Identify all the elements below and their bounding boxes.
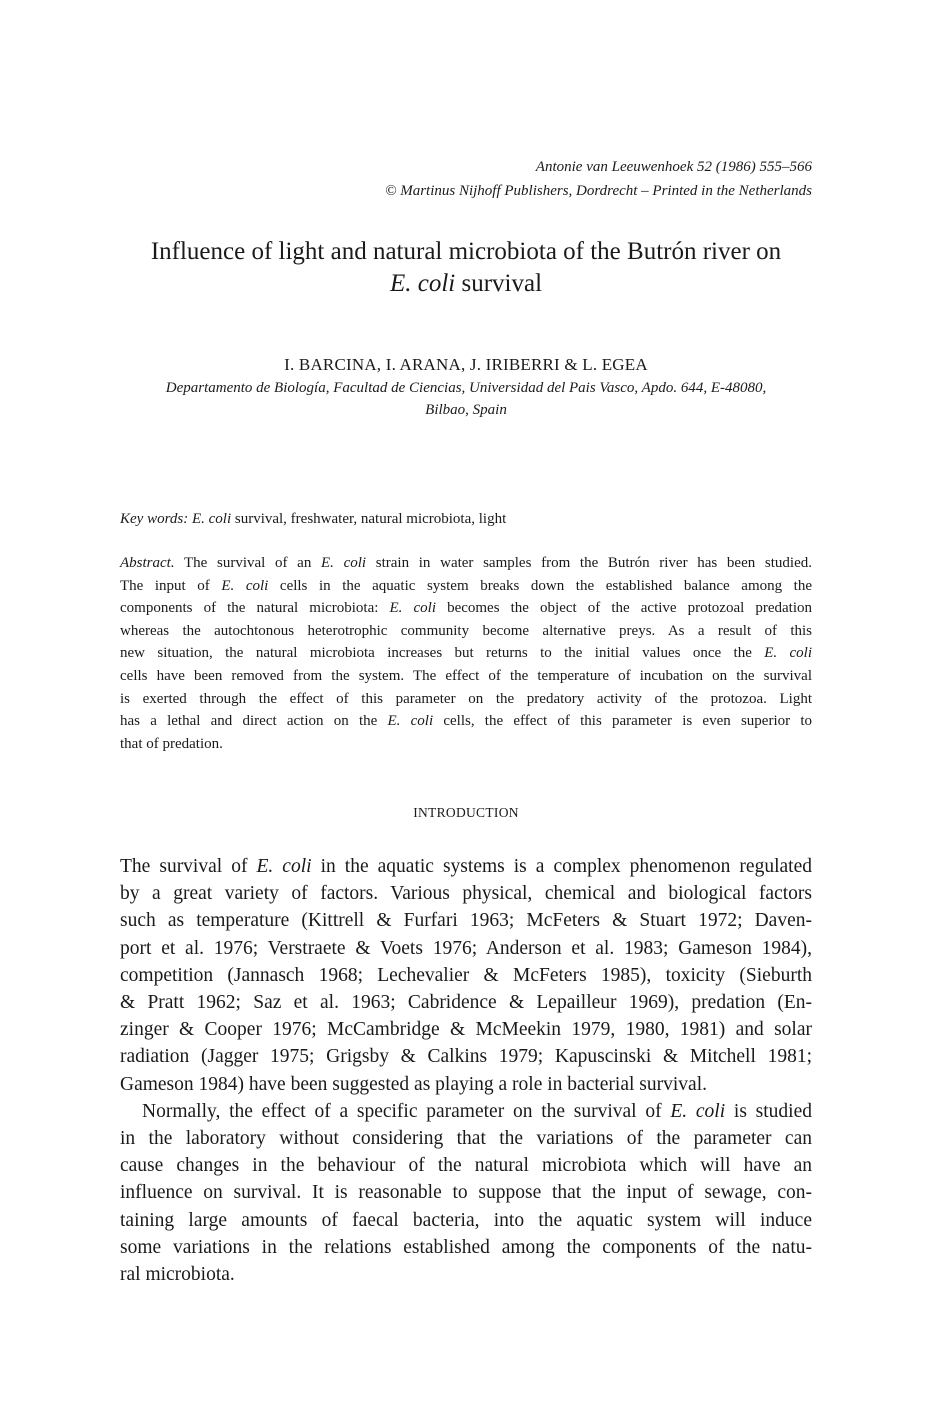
paragraph-1-line: & Pratt 1962; Saz et al. 1963; Cabridence & Lepailleur 1969), predation (En- bbox=[120, 992, 812, 1014]
paragraph-2-line: some variations in the relations established among the components of the natu- bbox=[120, 1236, 812, 1258]
paragraph-1-line: competition (Jannasch 1968; Lechevalier & McFeters 1985), toxicity (Sieburth bbox=[120, 964, 812, 986]
species-name: E. coli bbox=[256, 856, 312, 877]
affiliation-line-1: Departamento de Biología, Facultad de Ciencias, Universidad del Pais Vasco, Apdo. 644, E-48080, bbox=[165, 380, 767, 396]
paragraph-1-line: zinger & Cooper 1976; McCambridge & McMeekin 1979, 1980, 1981) and solar bbox=[120, 1019, 812, 1041]
abstract-line: is exerted through the effect of this parameter on the predatory activity of the protozoa. Light bbox=[120, 690, 812, 707]
keywords-species: E. coli bbox=[191, 511, 232, 527]
author-list: I. BARCINA, I. ARANA, J. IRIBERRI & L. EGEA bbox=[284, 355, 648, 374]
paragraph-2-line: taining large amounts of faecal bacteria, into the aquatic system will induce bbox=[120, 1209, 812, 1231]
abstract-line: components of the natural microbiota: E. coli becomes the object of the active protozoal predation bbox=[120, 600, 813, 617]
species-name: E. coli bbox=[670, 1100, 726, 1122]
abstract-line: Abstract. The survival of an E. coli strain in water samples from the Butrón river has been studied. bbox=[120, 555, 812, 571]
species-name: E. coli bbox=[321, 555, 367, 571]
abstract-line: whereas the autochtonous heterotrophic community become alternative preys. As a result of this bbox=[120, 622, 812, 639]
journal-citation: Antonie van Leeuwenhoek 52 (1986) 555–566 bbox=[535, 159, 812, 175]
title-line-2-rest: survival bbox=[455, 270, 543, 297]
abstract-label: Abstract. bbox=[120, 555, 175, 571]
affiliation bbox=[120, 377, 812, 421]
keywords bbox=[120, 508, 812, 530]
abstract-line: The input of E. coli cells in the aquatic system breaks down the established balance among the bbox=[120, 577, 813, 594]
affiliation-line-2: Bilbao, Spain bbox=[425, 402, 507, 418]
species-name: E. coli bbox=[389, 600, 436, 617]
keywords-rest: survival, freshwater, natural microbiota, light bbox=[231, 511, 507, 527]
paragraph-2-line: cause changes in the behaviour of the natural microbiota which will have an bbox=[120, 1155, 812, 1177]
keywords-label: Key words: bbox=[120, 511, 189, 527]
abstract-line: has a lethal and direct action on the E. coli cells, the effect of this parameter is even superior to bbox=[120, 713, 812, 730]
paragraph-2-line: Normally, the effect of a specific parameter on the survival of E. coli is studied bbox=[142, 1100, 813, 1122]
species-name: E. coli bbox=[764, 645, 813, 662]
title-line-1: Influence of light and natural microbiota of the Butrón river on bbox=[150, 238, 782, 265]
title-line-2 bbox=[120, 268, 812, 300]
species-name: E. coli bbox=[221, 577, 269, 594]
paragraph-2-line: in the laboratory without considering that the variations of the parameter can bbox=[120, 1128, 812, 1150]
section-heading-introduction: INTRODUCTION bbox=[413, 805, 519, 820]
paragraph-2-line: influence on survival. It is reasonable to suppose that the input of sewage, con- bbox=[120, 1182, 812, 1204]
paragraph-1-line: The survival of E. coli in the aquatic systems is a complex phenomenon regulated bbox=[120, 856, 812, 877]
publisher-line: © Martinus Nijhoff Publishers, Dordrecht – Printed in the Netherlands bbox=[385, 183, 812, 199]
paragraph-1-line: Gameson 1984) have been suggested as playing a role in bacterial survival. bbox=[120, 1073, 707, 1095]
paper-title bbox=[120, 236, 812, 300]
paragraph-1-line: by a great variety of factors. Various physical, chemical and biological factors bbox=[120, 883, 812, 905]
paragraph-1-line: such as temperature (Kittrell & Furfari 1963; McFeters & Stuart 1972; Daven- bbox=[120, 910, 812, 932]
introduction-body bbox=[120, 853, 812, 1288]
abstract-line: cells have been removed from the system. The effect of the temperature of incubation on the survival bbox=[120, 667, 812, 684]
abstract bbox=[120, 552, 812, 755]
journal-header bbox=[385, 155, 812, 203]
paragraph-1-line: radiation (Jagger 1975; Grigsby & Calkins 1979; Kapuscinski & Mitchell 1981; bbox=[120, 1046, 812, 1068]
abstract-line: that of predation. bbox=[120, 735, 223, 752]
species-name: E. coli bbox=[387, 713, 434, 730]
paragraph-2-line: ral microbiota. bbox=[120, 1264, 235, 1286]
paragraph-1-line: port et al. 1976; Verstraete & Voets 1976; Anderson et al. 1983; Gameson 1984), bbox=[120, 937, 812, 959]
abstract-line: new situation, the natural microbiota increases but returns to the initial values once the E. coli bbox=[120, 645, 813, 662]
title-species: E. coli bbox=[389, 270, 456, 297]
